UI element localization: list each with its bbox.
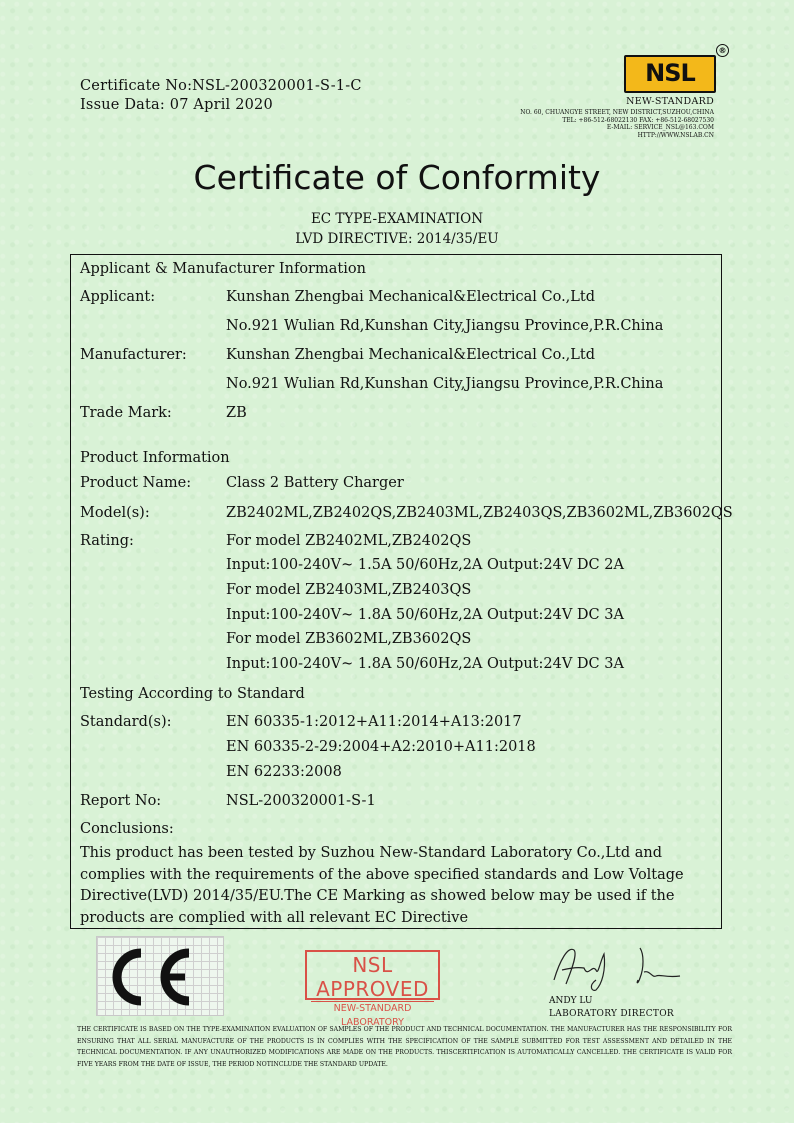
director-signature [540,940,690,999]
footer-disclaimer: THE CERTIFICATE IS BASED ON THE TYPE-EXAMINATION EVALUATION OF SAMPLES OF THE PRODUCT AND TECHNICAL DOCUMENTATION. THE MANUFACTURER HAS THE RESPONSIBILITY FOR ENSURING THAT ALL SERIAL MANUFACTURE OF THE PRODUCTS IS IN COMPLIES WITH THE SPECIFICATION OF THE SAMPLE SUBMITTED FOR TEST ASSESSMENT AND DETAILED IN THE TECHNICAL DOCUMENTATION. IF ANY UNAUTHORIZED MODIFICATIONS ARE MADE ON THE PRODUCTS. THISCERTIFICATION IS AUTOMATICALLY CANCELLED. THE CERTIFICATE IS VALID FOR FIVE YEARS FROM THE DATE OF ISSUE, THE PERIOD NOTINCLUDE THE STANDARD UPDATE. [77,1026,732,1068]
lab-logo [624,55,716,93]
manufacturer-label: Manufacturer: [80,347,187,363]
manufacturer-name: Kunshan Zhengbai Mechanical&Electrical Co.,Ltd [226,347,596,363]
registered-mark: ® [716,44,729,57]
stamp-line-1: NSL APPROVED [316,953,429,1001]
product-name-label: Product Name: [80,475,192,491]
address-line: TEL: +86-512-68022130 FAX: +86-512-68027530 [562,116,714,124]
models-value: ZB2402ML,ZB2402QS,ZB2403ML,ZB2403QS,ZB3602ML,ZB3602QS [226,505,733,521]
standard-item: EN 60335-2-29:2004+A2:2010+A11:2018 [226,739,536,755]
models-label: Model(s): [80,505,150,521]
address-line: E-MAIL: SERVICE_NSL@163.COM [606,124,714,132]
subtitle-directive: LVD DIRECTIVE: 2014/35/EU [295,231,499,247]
lab-logo-text: NSL [645,59,695,87]
rating-line: Input:100-240V~ 1.8A 50/60Hz,2A Output:24V DC 3A [226,656,624,672]
subtitle-examination: EC TYPE-EXAMINATION [310,211,484,227]
lab-name: NEW-STANDARD [626,96,714,107]
stamp-line-2: NEW-STANDARD LABORATORY [311,1001,434,1030]
ce-logo-icon [97,937,225,1017]
rating-label: Rating: [80,533,134,549]
product-section-heading: Product Information [80,450,230,466]
approval-stamp [305,950,440,1028]
applicant-address: No.921 Wulian Rd,Kunshan City,Jiangsu Province,P.R.China [226,318,664,334]
address-line: NO. 60, CHUANGYE STREET, NEW DISTRICT,SUZHOU,CHINA [520,109,714,116]
trademark-value: ZB [226,405,247,421]
product-name: Class 2 Battery Charger [226,475,404,491]
standard-item: EN 62233:2008 [226,764,342,780]
rating-line: For model ZB3602ML,ZB3602QS [226,631,472,647]
rating-line: For model ZB2403ML,ZB2403QS [226,582,472,598]
rating-line: For model ZB2402ML,ZB2402QS [226,533,472,549]
applicant-label: Applicant: [80,289,156,305]
report-no-value: NSL-200320001-S-1 [226,793,376,809]
certificate-number: Certificate No:NSL-200320001-S-1-C [80,78,362,94]
address-line: HTTP://WWW.NSLAB.CN [637,131,714,139]
rating-line: Input:100-240V~ 1.8A 50/60Hz,2A Output:24V DC 3A [226,607,624,623]
manufacturer-address: No.921 Wulian Rd,Kunshan City,Jiangsu Province,P.R.China [226,376,664,392]
lab-address [474,109,714,139]
document-title: Certificate of Conformity [193,158,601,197]
conclusions-text: This product has been tested by Suzhou New-Standard Laboratory Co.,Ltd and complies with the requirements of the above specified standards and Low Voltage Directive(LVD) 2014/35/EU.The CE Marking as showed below may be used if the products are complied with all relevant EC Directive [80,845,684,926]
report-no-label: Report No: [80,793,162,809]
testing-section-heading: Testing According to Standard [80,686,305,702]
standard-item: EN 60335-1:2012+A11:2014+A13:2017 [226,714,522,730]
signatory-name: ANDY LU [549,996,593,1006]
applicant-section-heading: Applicant & Manufacturer Information [80,261,366,277]
ce-mark [96,936,224,1016]
signatory-title: LABORATORY DIRECTOR [549,1009,674,1019]
rating-line: Input:100-240V~ 1.5A 50/60Hz,2A Output:24V DC 2A [226,557,624,573]
signature-icon [540,940,690,995]
applicant-name: Kunshan Zhengbai Mechanical&Electrical Co.,Ltd [226,289,596,305]
conclusions-heading: Conclusions: [80,821,174,837]
trademark-label: Trade Mark: [80,405,172,421]
issue-date: Issue Data: 07 April 2020 [80,97,273,113]
standards-label: Standard(s): [80,714,172,730]
